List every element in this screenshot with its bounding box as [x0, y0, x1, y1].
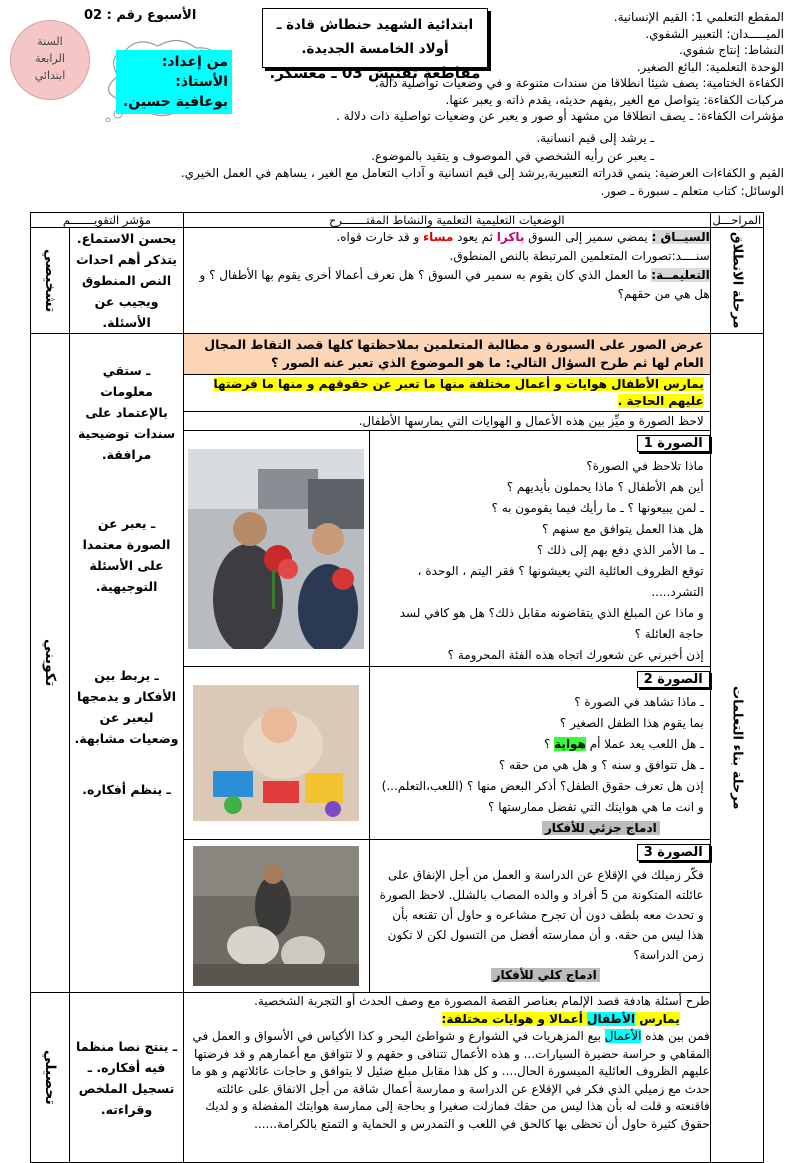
question: ـ هل تتوافق و سنه ؟ و هل هي من حقه ؟: [498, 758, 704, 772]
intro-text: عرض الصور على السبورة و مطالبة المتعلمين بملاحظتها كلها قصد التقاط المجال العام لها ثم طرح السؤال التالي: ما هو الموضوع الذي تعبر عنه الصور ؟: [184, 334, 710, 374]
meta-line: مركبات الكفاءة: يتواصل مع الغير ,يفهم حديثه، يقدم ذاته و يعبر عنها.: [445, 92, 784, 107]
question: ـ ماذا تشاهد في الصورة ؟: [574, 695, 704, 709]
indicator-3: ـ يربط بين الأفكار و يدمجها ليعبر عن وضعيات مشابهة.: [74, 668, 179, 746]
question: إذن أخبرني عن شعورك اتجاه هذه الفئة المحرومة ؟: [447, 648, 704, 662]
eval-formative: تكويني: [42, 639, 59, 687]
investment-intro: طرح أسئلة هادفة قصد الإلمام بعناصر القصة المصورة مع وصف الحدث أو التجربة الشخصية.: [254, 994, 710, 1008]
question: هل هذا العمل يتوافق مع سنهم ؟: [542, 522, 704, 536]
picture-3-cell: [183, 840, 369, 993]
picture-2-label: الصورة 2: [637, 671, 710, 688]
support-line: سنــــد:تصورات المتعلمين المرتبطة بالنص المنطوق.: [449, 249, 710, 263]
col-situations: الوضعيات التعليمية التعلمية والنشاط المقتـــــــرح: [183, 213, 710, 228]
lesson-meta-2: [14, 130, 784, 200]
question-part: ؟: [543, 737, 555, 751]
question: إذن هل تعرف حقوق الطفل؟ أذكر البعض منها ؟ (اللعب،التعلم...): [381, 779, 704, 793]
indicator-1: ـ ستقي معلومات بالإعتماد على سندات توضيحية مرافقة.: [77, 363, 176, 462]
district: مقاطعة تفتيش 03 ـ معسكر.: [269, 64, 481, 82]
stage-launch: مرحلة الانطلاق: [729, 232, 745, 329]
context-text: ثم يعود: [453, 230, 497, 244]
stage-build: مرحلة بناء التعلمات: [729, 686, 745, 810]
picture-2-questions: [369, 667, 710, 840]
investment-indicator: ـ ينتج نصا منظما فيه أفكاره. ـ تسجيل الملخص وقراءته.: [70, 993, 184, 1163]
key-sentence: يمارس الأطفال هوايات و أعمال مختلفة منها ما تعبر عن حقوقهم و منها ما فرضتها عليهم الحاجة .: [213, 377, 704, 408]
question: ـ لمن يبيعونها ؟ ـ ما رأيك فيما يقومون به ؟: [491, 501, 704, 515]
question: توقع الظروف العائلية التي يعيشونها ؟ فقر اليتم ، الوحدة ، التشرد.....: [417, 564, 704, 599]
picture-3-text: فكّر زميلك في الإقلاع عن الدراسة و العمل من أجل الإنفاق على عائلته المتكونة من 5 أفراد و والده المصاب بالشلل. لاحظ الصورة و تحدث معه بلطف دون أن تجرح مشاعره و حاول أن تقنعه بأن هذا ليس من حقه. و أن ممارسته أفضل من التسول لكن لا تكون زمن الدراسة؟: [379, 868, 704, 962]
question: و انت ما هي هوايتك التي تفضل ممارستها ؟: [488, 800, 704, 814]
instruction-text: ما العمل الذي كان يقوم به سمير في السوق ؟ هل تعرف أعمالا أخرى يقوم بها الأطفال ؟ و هل هي من حقهم؟: [199, 268, 710, 301]
meta-line: الوسائل: كتاب متعلم ـ سبورة ـ صور.: [600, 183, 784, 198]
summary-part: بيع المزهريات في الشوارع و شواطئ البحر و كذا الأكياس في الأسواق و العمل في المقاهي و حراسة حضيرة السيارات... و هذه الأعمال تتنافى و حقهم و لا تتوافق مع أعمارهم و قد فرضتها عليهم الظروف العائلية الميسورة الحال.... و كل هذا مقابل مبلغ ضئيل لا يتوافق و حاجات عائلاتهم و هو ما حدث مع زميلي الذي فكر في الإقلاع عن الدراسة و ممارسة أعمال شاقة من أجل الانفاق على عائلته فاقنعته و قلت له بأن هذا ليس من حقك فمازلت صغيرا و بحاجة إلى ممارسة هوايتك المفضلة و و لديك حقوق كثيرة حاول أن تحظى بها كالحق في اللعب و التمدرس و الحماية و التمتع بالكرامة......: [191, 1029, 710, 1131]
context-text: يمضي سمير إلى السوق: [524, 230, 652, 244]
build-indicators: [70, 334, 184, 993]
question: ماذا تلاحظ في الصورة؟: [586, 459, 704, 473]
question: أين هم الأطفال ؟ ماذا يحملون بأيديهم ؟: [506, 480, 704, 494]
eval-cell: [31, 228, 70, 334]
children-selling-flowers-image: [188, 449, 364, 649]
grade-badge: [10, 20, 90, 100]
context-evening: مساء: [423, 230, 454, 244]
meta-line: الوحدة التعلمية: البائع الصغير.: [636, 59, 784, 74]
meta-line: القيم و الكفاءات العرضية: ينمي قدراته التعبيرية,يرشد إلى قيم انسانية و آداب التعامل مع الغير ، يساهم في العمل الخيري.: [180, 166, 784, 180]
question: ـ ما الأمر الذي دفع بهم إلى ذلك ؟: [536, 543, 704, 557]
launch-content: [183, 228, 710, 334]
prepared-by: من إعداد: الأستاذ: بوعافية حسين.: [116, 50, 232, 114]
context-early: باكرا: [496, 230, 525, 244]
summary: [184, 1028, 710, 1133]
observe-note: لاحظ الصورة و ميِّز بين هذه الأعمال و الهوايات التي يمارسها الأطفال.: [184, 411, 710, 430]
badge-line: الرابعة: [35, 52, 65, 65]
badge-line: ابتدائي: [34, 69, 66, 82]
meta-line: الميـــــدان: التعبير الشفوي.: [645, 26, 784, 41]
build-intro-row: [31, 334, 764, 431]
indicator-2: ـ يعبر عن الصورة معتمدا على الأسئلة التوجيهية.: [82, 516, 171, 594]
instruction-line: [184, 266, 710, 304]
table-header-row: [31, 213, 764, 228]
child-carrying-sacks-image: [193, 846, 359, 986]
badge-line: السنة: [37, 35, 63, 48]
indicator-4: ـ ينظم أفكاره.: [82, 782, 171, 797]
meta-line: الكفاءة الختامية: يصف شيئا انطلاقا من سندات متنوعة و في وضعيات تواصلية دالة.: [375, 76, 784, 90]
context-label: السيــاق :: [651, 230, 710, 244]
key-children: الأطفال: [587, 1011, 636, 1026]
meta-line: مؤشرات الكفاءة: ـ يصف انطلاقا من مشهد أو صور و يعبر عن وضعيات تواصلية ذات دلالة .: [336, 109, 784, 123]
meta-line: المقطع التعلمي 1: القيم الإنسانية.: [613, 10, 784, 24]
picture-3-label: الصورة 3: [637, 844, 710, 861]
week-number: الأسبوع رقم : 02: [84, 8, 197, 23]
meta-line: ـ يرشد إلى قيم انسانية.: [536, 131, 654, 145]
stage-cell: [710, 228, 763, 334]
hobby-word: هواية: [554, 737, 586, 751]
lesson-table: [30, 212, 764, 1163]
launch-indicator: يحسن الاستماع. يتذكر أهم احداث النص المنطوق ويجيب عن الأسئلة.: [70, 228, 184, 334]
stage-cell: [710, 334, 763, 1163]
key-sentence-wrap: [184, 374, 710, 411]
launch-row: [31, 228, 764, 334]
investment-row: [31, 993, 764, 1163]
investment-key: [184, 1011, 710, 1029]
summary-part: فمن بين هذه: [641, 1029, 710, 1043]
question-part: ـ هل اللعب يعد عملا أم: [585, 737, 704, 751]
key-part: يمارس: [635, 1011, 680, 1026]
summary-works: الأعمال: [604, 1029, 642, 1043]
context-text: و قد خارت قواه.: [336, 230, 424, 244]
school-name: ابتدائية الشهيد حنطاش قادة ـ أولاد الخامسة الجديدة.: [276, 17, 474, 57]
picture-3-questions: [369, 840, 710, 993]
picture-1-label: الصورة 1: [637, 435, 710, 452]
eval-summative: تحصيلي: [42, 1050, 59, 1105]
build-intro: [183, 334, 710, 431]
question: [370, 734, 710, 755]
child-playing-toys-image: [193, 685, 359, 821]
eval-cell: [31, 993, 70, 1163]
picture-1-questions: [369, 431, 710, 667]
question: و ماذا عن المبلغ الذي يتقاضونه مقابل ذلك؟ هل هو كافي لسد حاجة العائلة ؟: [399, 606, 704, 641]
eval-diagnostic: تشخيصي: [42, 248, 59, 313]
question: بما يقوم هذا الطفل الصغير ؟: [559, 716, 704, 730]
col-stages: المراحـــل: [710, 213, 763, 228]
col-indicator: مؤشر التقويـــــــم: [31, 213, 184, 228]
eval-cell: [31, 334, 70, 993]
integration-wrap: [370, 965, 710, 986]
key-part: أعمالا و هوايات مختلفة:: [441, 1011, 588, 1026]
meta-line: ـ يعبر عن رأيه الشخصي في الموصوف و يتقيد بالموضوع.: [371, 148, 654, 163]
lesson-meta: [254, 9, 784, 125]
picture-1-cell: [183, 431, 369, 667]
instruction-label: التعليمــة:: [651, 268, 710, 282]
picture-2-cell: [183, 667, 369, 840]
investment-content: [183, 993, 710, 1163]
integration-wrap: [370, 818, 710, 839]
context-line: [184, 228, 710, 247]
partial-integration: ادماج جزئي للأفكار: [542, 821, 660, 835]
meta-line: النشاط: إنتاج شفوي.: [679, 43, 784, 57]
full-integration: ادماج كلي للأفكار: [491, 968, 600, 982]
